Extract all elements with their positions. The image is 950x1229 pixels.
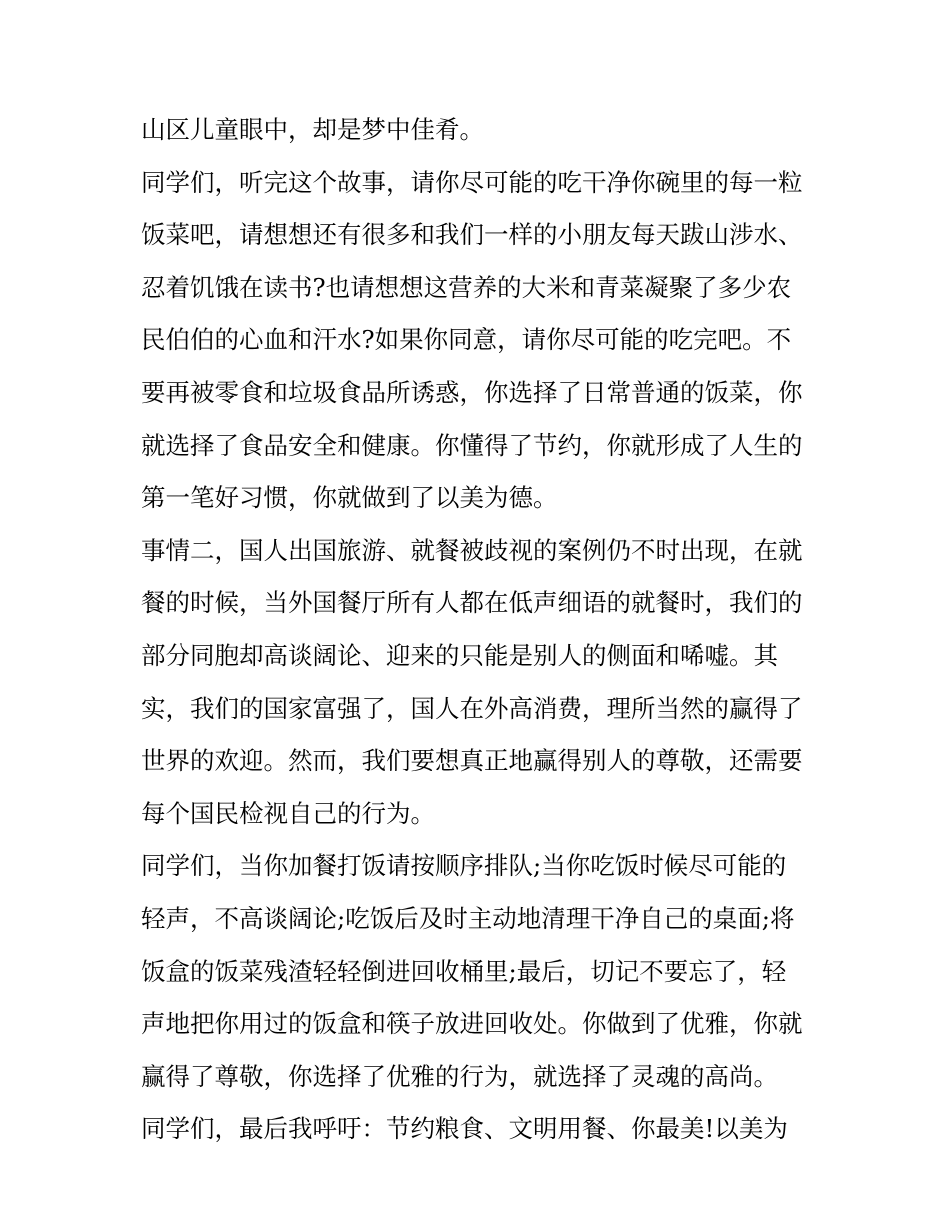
- text-line: 忍着饥饿在读书?也请想想这营养的大米和青菜凝聚了多少农: [141, 272, 792, 302]
- text-line: 民伯伯的心血和汗水?如果你同意，请你尽可能的吃完吧。不: [141, 325, 792, 355]
- text-line: 每个国民检视自己的行为。: [141, 798, 435, 828]
- text-line: 山区儿童眼中，却是梦中佳肴。: [141, 115, 484, 144]
- text-line: 餐的时候，当外国餐厅所有人都在低声细语的就餐时，我们的: [141, 588, 803, 618]
- text-line: 实，我们的国家富强了，国人在外高消费，理所当然的赢得了: [141, 693, 803, 723]
- text-line: 要再被零食和垃圾食品所诱惑，你选择了日常普通的饭菜，你: [141, 377, 803, 407]
- text-line: 同学们，听完这个故事，请你尽可能的吃干净你碗里的每一粒: [141, 167, 803, 197]
- text-line: 部分同胞却高谈阔论、迎来的只能是别人的侧面和唏嘘。其: [141, 640, 778, 670]
- text-line: 饭菜吧，请想想还有很多和我们一样的小朋友每天跋山涉水、: [141, 220, 803, 250]
- text-line: 同学们，当你加餐打饭请按顺序排队;当你吃饭时候尽可能的: [141, 851, 787, 881]
- text-line: 赢得了尊敬，你选择了优雅的行为，就选择了灵魂的高尚。: [141, 1061, 778, 1091]
- text-line: 事情二，国人出国旅游、就餐被歧视的案例仍不时出现，在就: [141, 535, 803, 565]
- text-line: 轻声，不高谈阔论;吃饭后及时主动地清理干净自己的桌面;将: [141, 903, 795, 933]
- text-line: 声地把你用过的饭盒和筷子放进回收处。你做到了优雅，你就: [141, 1009, 803, 1039]
- text-line: 就选择了食品安全和健康。你懂得了节约，你就形成了人生的: [141, 430, 803, 460]
- text-line: 同学们，最后我呼吁：节约粮食、文明用餐、你最美!以美为: [141, 1114, 788, 1144]
- text-line: 世界的欢迎。然而，我们要想真正地赢得别人的尊敬，还需要: [141, 746, 803, 776]
- text-line: 第一笔好习惯，你就做到了以美为德。: [141, 483, 558, 513]
- body-text: [141, 104, 821, 1156]
- text-line: 饭盒的饭菜残渣轻轻倒进回收桶里;最后，切记不要忘了，轻: [141, 956, 787, 986]
